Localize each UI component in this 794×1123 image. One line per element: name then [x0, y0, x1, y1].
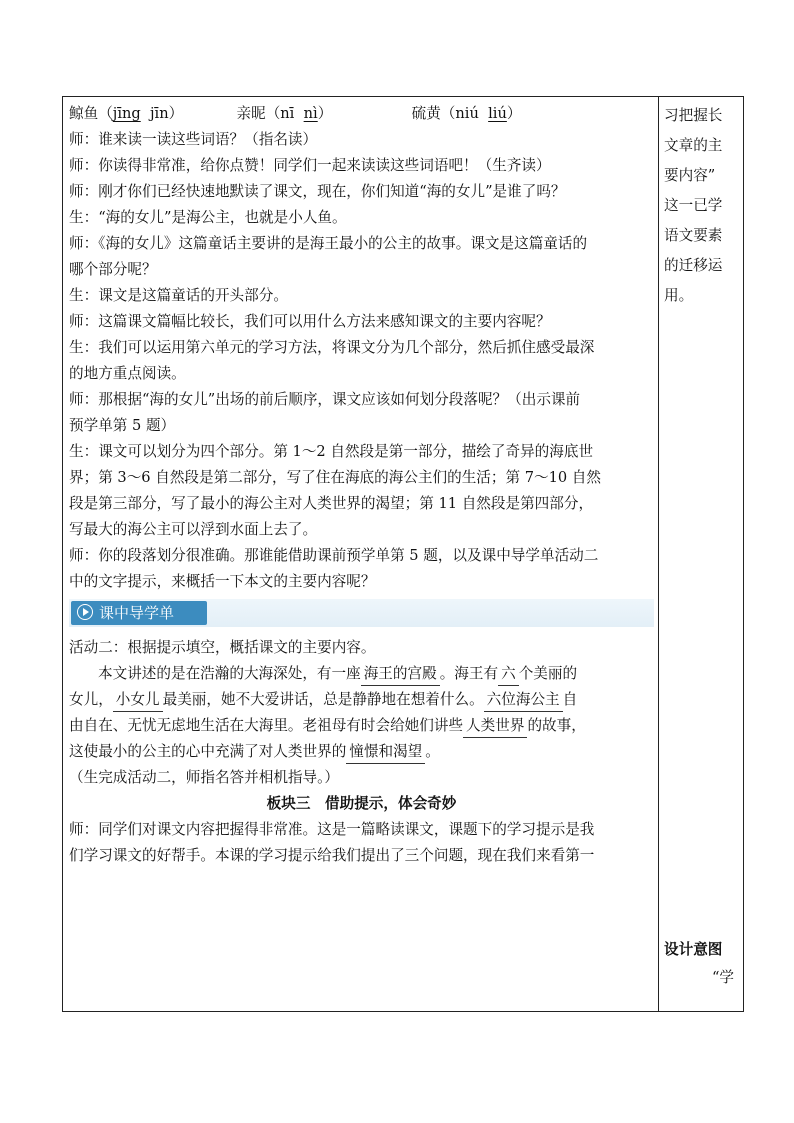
- blank-answer: 憧憬和渴望: [346, 741, 425, 764]
- dialogue-line: 师：这篇课文篇幅比较长，我们可以用什么方法来感知课文的主要内容呢？: [69, 313, 551, 330]
- pinyin-2: nì: [303, 105, 318, 122]
- text: 本文讲述的是在浩瀚的大海深处，有一座: [98, 665, 361, 682]
- paren: ）: [317, 105, 333, 122]
- side-line: 这一已学: [664, 197, 723, 214]
- dialogue-line: 生：课文可以划分为四个部分。第 1～2 自然段是第一部分，描绘了奇异的海底世: [69, 443, 594, 460]
- pinyin-1b: jīn: [150, 105, 169, 122]
- section-title: 板块三 借助提示，体会奇妙: [266, 795, 457, 812]
- side-line: 用。: [664, 287, 694, 304]
- fill-line: [69, 687, 654, 713]
- pinyin-row: [69, 101, 654, 127]
- activity-title: 活动二：根据提示填空，概括课文的主要内容。: [69, 639, 376, 656]
- fill-line: [69, 739, 654, 765]
- blank-answer: 人类世界: [463, 715, 527, 738]
- dialogue-line: 师：谁来读一读这些词语？（指名读）: [69, 131, 318, 148]
- dialogue-line: 生：“海的女儿”是海公主，也就是小人鱼。: [69, 209, 347, 226]
- design-intent-start: “学: [711, 969, 734, 986]
- text: 个美丽的: [518, 665, 578, 682]
- dialogue-line: 段是第三部分，写了最小的海公主对人类世界的渴望；第 11 自然段是第四部分，: [69, 495, 594, 512]
- side-line: 要内容”: [664, 167, 716, 184]
- text: 的故事，: [527, 717, 586, 734]
- text: 最美丽，她不大爱讲话，总是静静地在想着什么。: [162, 691, 484, 708]
- side-line: 文章的主: [664, 137, 723, 154]
- dialogue-line: 师：刚才你们已经快速地默读了课文，现在，你们知道“海的女儿”是谁了吗？: [69, 183, 566, 200]
- dialogue-line: 生：课文是这篇童话的开头部分。: [69, 287, 288, 304]
- blank-answer: 六: [498, 663, 519, 686]
- blank-answer: 六位海公主: [484, 689, 563, 712]
- dialogue-line: 中的文字提示，来概括一下本文的主要内容呢？: [69, 573, 376, 590]
- word-2: 亲昵（nī: [236, 105, 295, 122]
- paren: ）: [506, 105, 522, 122]
- dialogue-line: 师：同学们对课文内容把握得非常准。这是一篇略读课文，课题下的学习提示是我: [69, 821, 595, 838]
- word-3: 硫黄（niú: [411, 105, 479, 122]
- dialogue-line: 师：《海的女儿》这篇童话主要讲的是海王最小的公主的故事。课文是这篇童话的: [69, 235, 588, 252]
- text: 这使最小的公主的心中充满了对人类世界的: [69, 743, 347, 760]
- fill-line: [69, 713, 654, 739]
- activity-note: （生完成活动二，师指名答并相机指导。）: [69, 769, 339, 786]
- dialogue-line: 师：你读得非常准，给你点赞！同学们一起来读读这些词语吧！（生齐读）: [69, 157, 551, 174]
- text: 女儿，: [69, 691, 113, 708]
- text: 由自在、无忧无虑地生活在大海里。老祖母有时会给她们讲些: [69, 717, 464, 734]
- dialogue-line: 的地方重点阅读。: [69, 365, 186, 382]
- pinyin-3: liú: [488, 105, 507, 122]
- column-divider: [658, 97, 659, 1011]
- dialogue-line: 界；第 3～6 自然段是第二部分，写了住在海底的海公主们的生活；第 7～10 自然: [69, 469, 601, 486]
- banner-tag: [71, 601, 207, 625]
- play-icon: [77, 604, 93, 620]
- design-intent-title: 设计意图: [664, 941, 723, 958]
- main-column: [69, 101, 654, 869]
- blank-answer: 小女儿: [113, 689, 163, 712]
- dialogue-line: 写最大的海公主可以浮到水面上去了。: [69, 521, 318, 538]
- lesson-table: [62, 96, 744, 1012]
- blank-answer: 海王的宫殿: [361, 663, 440, 686]
- dialogue-line: 预学单第 5 题）: [69, 417, 176, 434]
- side-line: 语文要素: [664, 227, 723, 244]
- text: 。海王有: [439, 665, 499, 682]
- paren: ）: [168, 105, 184, 122]
- dialogue-line: 生：我们可以运用第六单元的学习方法，将课文分为几个部分，然后抓住感受最深: [69, 339, 595, 356]
- word-1: 鲸鱼（: [69, 105, 113, 122]
- side-line: 习把握长: [664, 107, 723, 124]
- dialogue-line: 师：那根据“海的女儿”出场的前后顺序，课文应该如何划分段落呢？（出示课前: [69, 391, 581, 408]
- text: 。: [425, 743, 440, 760]
- dialogue-line: 师：你的段落划分很准确。那谁能借助课前预学单第 5 题，以及课中导学单活动二: [69, 547, 599, 564]
- pinyin-1a: jīng: [112, 105, 141, 122]
- banner-label: 课中导学单: [99, 604, 175, 622]
- dialogue-line: 们学习课文的好帮手。本课的学习提示给我们提出了三个问题，现在我们来看第一: [69, 847, 595, 864]
- design-note-column: [664, 101, 740, 1006]
- worksheet-banner: [69, 599, 654, 627]
- side-line: 的迁移运: [664, 257, 723, 274]
- dialogue-line: 哪个部分呢？: [69, 261, 157, 278]
- fill-line: [69, 661, 654, 687]
- text: 自: [562, 691, 578, 708]
